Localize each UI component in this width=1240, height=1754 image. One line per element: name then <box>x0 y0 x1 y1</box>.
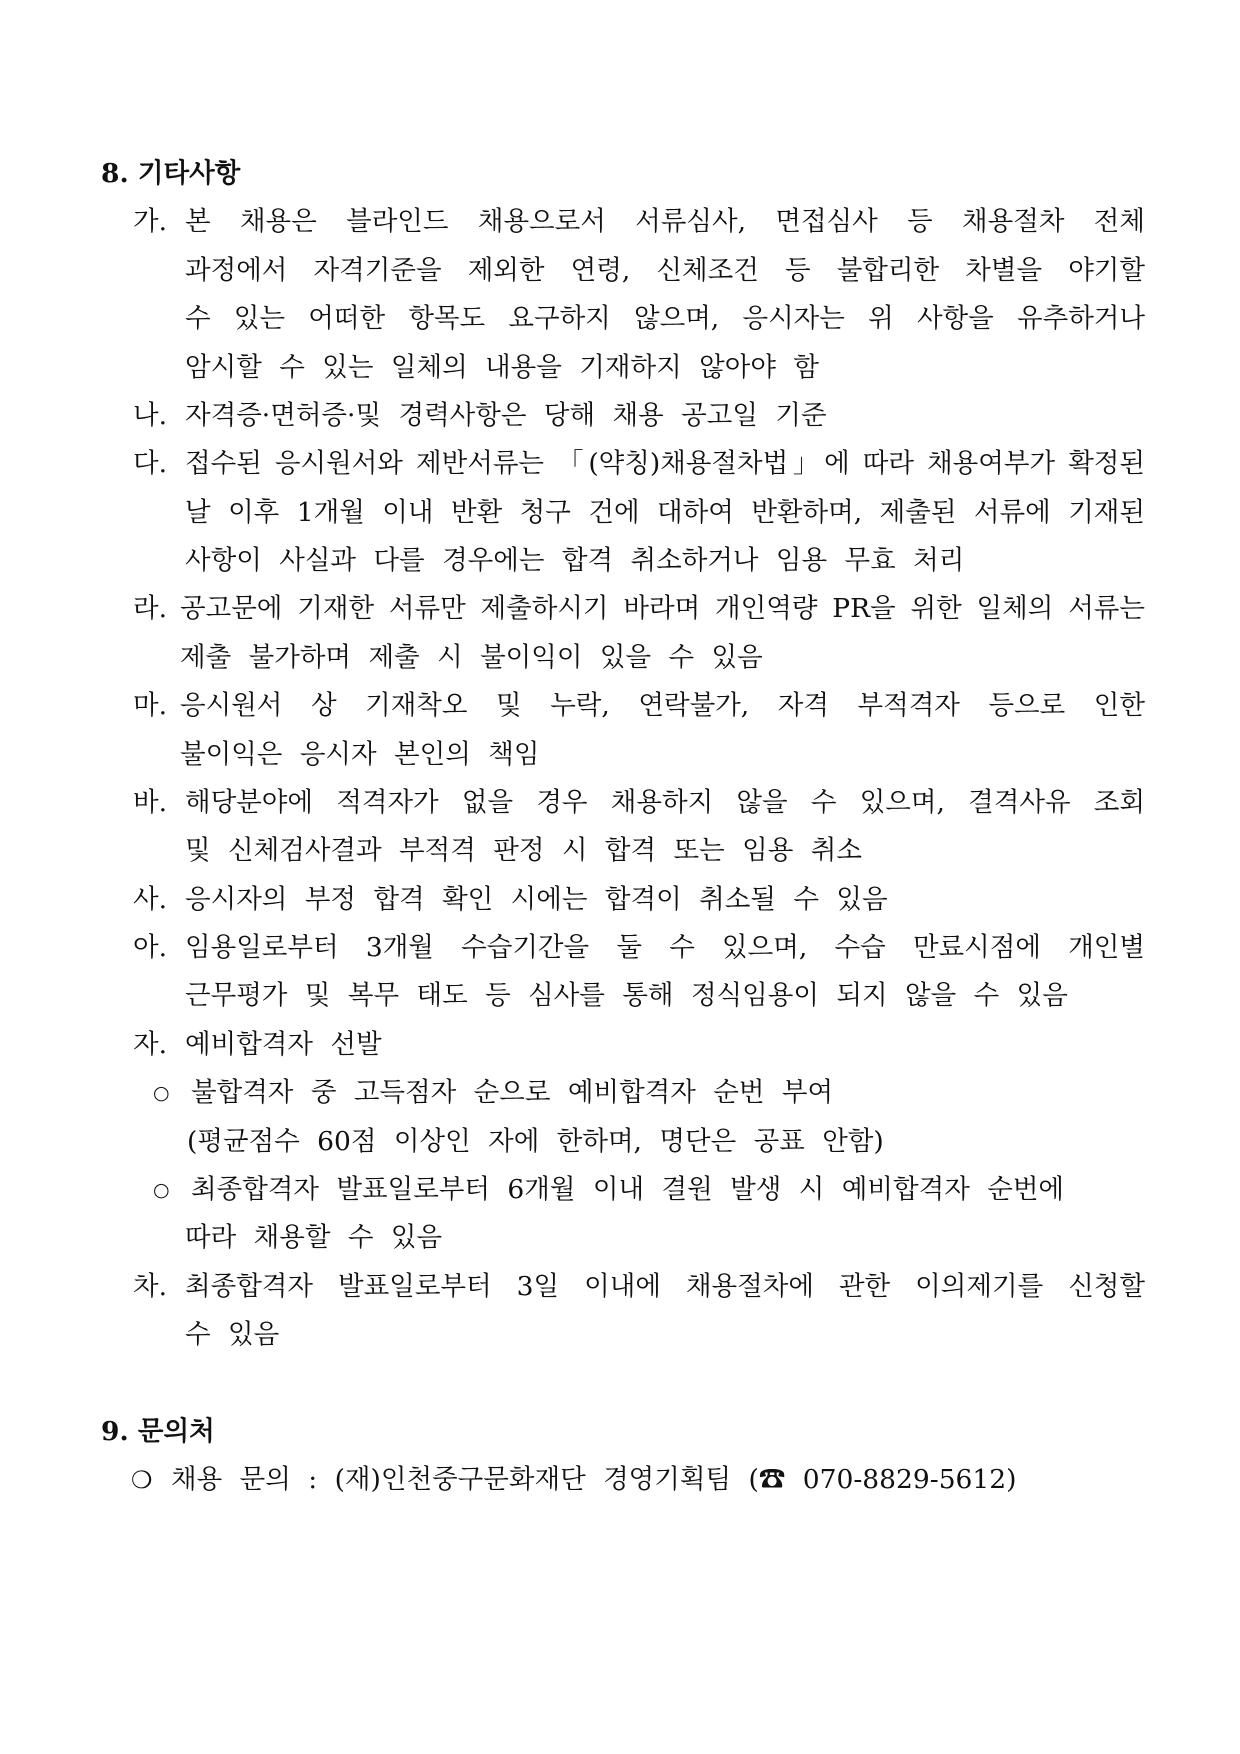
item-marker: 차. <box>133 1270 168 1302</box>
section-contact <box>0 1408 1240 1505</box>
item-text-line: 및 신체검사결과 부적격 판정 시 합격 또는 임용 취소 <box>185 835 862 867</box>
item-text-line: 응시원서 상 기재착오 및 누락, 연락불가, 자격 부적격자 등으로 인한 <box>180 690 1145 722</box>
item-text-line: 최종합격자 발표일로부터 3일 이내에 채용절차에 관한 이의제기를 신청할 <box>185 1270 1145 1302</box>
item-ga <box>0 198 1240 392</box>
item-marker: 라. <box>133 593 168 625</box>
section-spacer <box>0 1359 1240 1407</box>
item-cha <box>0 1263 1240 1360</box>
item-text-line: 과정에서 자격기준을 제외한 연령, 신체조건 등 불합리한 차별을 야기할 <box>185 254 1145 286</box>
item-sa <box>0 876 1240 924</box>
item-text-line: 날 이후 1개월 이내 반환 청구 건에 대하여 반환하며, 제출된 서류에 기재된 <box>185 496 1145 528</box>
item-text-line: 공고문에 기재한 서류만 제출하시기 바라며 개인역량 PR을 위한 일체의 서류는 <box>180 593 1145 625</box>
bullet-text-line: 따라 채용할 수 있음 <box>185 1222 443 1254</box>
item-text-line: 수 있음 <box>185 1319 280 1350</box>
item-marker: 다. <box>133 448 168 480</box>
item-text-line: 근무평가 및 복무 태도 등 심사를 통해 정식임용이 되지 않을 수 있음 <box>185 980 1068 1012</box>
item-text-line: 응시자의 부정 합격 확인 시에는 합격이 취소될 수 있음 <box>185 883 888 915</box>
item-text-line: 제출 불가하며 제출 시 불이익이 있을 수 있음 <box>180 641 763 673</box>
item-text-line: 암시할 수 있는 일체의 내용을 기재하지 않아야 함 <box>185 351 819 383</box>
sub-bullet <box>0 1069 1240 1166</box>
item-na <box>0 392 1240 440</box>
section-heading: 8. 기타사항 <box>101 158 241 189</box>
circle-bullet-icon: ○ <box>153 1082 170 1105</box>
item-ra <box>0 585 1240 682</box>
item-text-line: 접수된 응시원서와 제반서류는 「(약칭)채용절차법」에 따라 채용여부가 확정된 <box>185 448 1145 480</box>
bullet-text-line: (평균점수 60점 이상인 자에 한하며, 명단은 공표 안함) <box>187 1125 884 1157</box>
contact-item <box>0 1456 1240 1504</box>
contact-text-line: 채용 문의 : (재)인천중구문화재단 경영기획팀 (☎ 070-8829-5612) <box>171 1464 1017 1496</box>
item-ma <box>0 682 1240 779</box>
item-marker: 나. <box>133 399 168 431</box>
item-text-line: 본 채용은 블라인드 채용으로서 서류심사, 면접심사 등 채용절차 전체 <box>185 206 1145 238</box>
item-text-line: 예비합격자 선발 <box>185 1028 382 1060</box>
sub-bullet <box>0 1166 1240 1263</box>
item-marker: 아. <box>133 932 168 963</box>
item-text-line: 불이익은 응시자 본인의 책임 <box>180 738 540 770</box>
bullet-text-line: 불합격자 중 고득점자 순으로 예비합격자 순번 부여 <box>191 1077 834 1109</box>
item-marker: 자. <box>133 1028 168 1060</box>
item-marker: 가. <box>133 206 168 238</box>
item-text-line: 해당분야에 적격자가 없을 경우 채용하지 않을 수 있으며, 결격사유 조회 <box>185 786 1145 818</box>
item-ba <box>0 779 1240 876</box>
item-marker: 마. <box>133 690 168 722</box>
circle-bullet-icon: ○ <box>153 1178 170 1201</box>
item-marker: 바. <box>133 786 168 818</box>
item-text-line: 자격증·면허증·및 경력사항은 당해 채용 공고일 기준 <box>185 399 827 431</box>
item-ja <box>0 1021 1240 1263</box>
section-other-matters <box>0 150 1240 1359</box>
item-text-line: 임용일로부터 3개월 수습기간을 둘 수 있으며, 수습 만료시점에 개인별 <box>185 932 1145 963</box>
item-a <box>0 924 1240 1021</box>
item-marker: 사. <box>133 883 168 915</box>
circle-bullet-icon: ❍ <box>131 1466 153 1495</box>
document-body <box>0 150 1240 1505</box>
item-text-line: 수 있는 어떠한 항목도 요구하지 않으며, 응시자는 위 사항을 유추하거나 <box>185 303 1145 335</box>
section-heading: 9. 문의처 <box>101 1415 215 1447</box>
item-text-line: 사항이 사실과 다를 경우에는 합격 취소하거나 임용 무효 처리 <box>185 545 965 576</box>
item-da <box>0 440 1240 585</box>
bullet-text-line: 최종합격자 발표일로부터 6개월 이내 결원 발생 시 예비합격자 순번에 <box>191 1173 1065 1205</box>
